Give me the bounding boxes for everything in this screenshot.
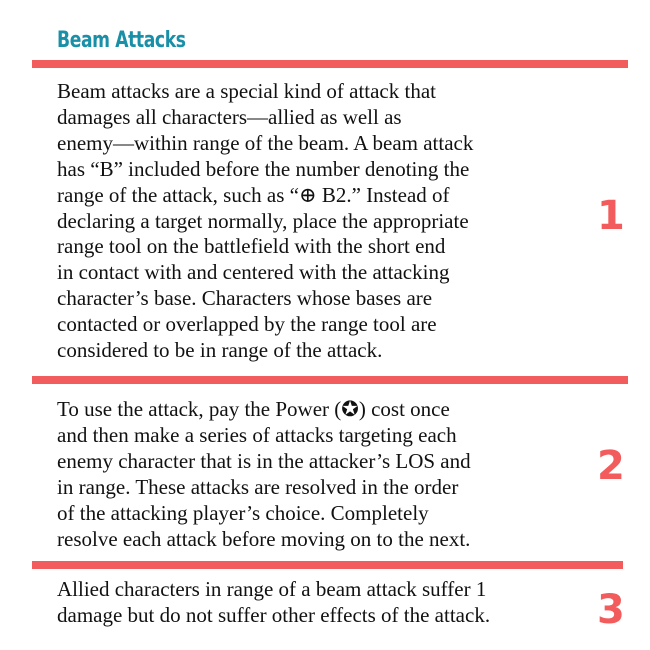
paragraph-line: in contact with and centered with the attacking	[57, 260, 450, 285]
paragraph-line: resolve each attack before moving on to the next.	[57, 526, 471, 551]
paragraph-line: Allied characters in range of a beam attack suffer 1	[57, 577, 487, 601]
paragraph-line: declaring a target normally, place the appropriate	[57, 208, 469, 233]
paragraph-line: range tool on the battlefield with the short end	[57, 234, 446, 259]
paragraph-line: considered to be in range of the attack.	[57, 338, 383, 363]
divider-middle	[32, 376, 628, 384]
paragraph-1	[57, 79, 577, 364]
section-number-3: 3	[597, 587, 625, 633]
divider-top	[32, 60, 628, 68]
section-number-2: 2	[597, 443, 625, 489]
paragraph-line: damages all characters—allied as well as	[57, 104, 402, 129]
section-heading: Beam Attacks	[57, 28, 186, 53]
paragraph-line: has “B” included before the number denoting the	[57, 156, 470, 181]
paragraph-line: enemy—within range of the beam. A beam attack	[57, 130, 474, 155]
paragraph-line: contacted or overlapped by the range tool are	[57, 312, 437, 337]
paragraph-line: To use the attack, pay the Power (✪) cost once	[57, 397, 450, 421]
paragraph-2	[57, 397, 577, 552]
paragraph-line: enemy character that is in the attacker’s LOS and	[57, 448, 471, 473]
paragraph-line: character’s base. Characters whose bases are	[57, 286, 433, 311]
paragraph-line: of the attacking player’s choice. Completely	[57, 500, 429, 525]
divider-bottom	[32, 561, 623, 569]
section-number-1: 1	[597, 193, 625, 239]
paragraph-line: and then make a series of attacks targeting each	[57, 422, 457, 447]
paragraph-line: range of the attack, such as “⊕ B2.” Instead of	[57, 182, 450, 207]
paragraph-line: in range. These attacks are resolved in the order	[57, 474, 459, 499]
paragraph-line: damage but do not suffer other effects of the attack.	[57, 602, 491, 627]
paragraph-3	[57, 577, 577, 629]
paragraph-line: Beam attacks are a special kind of attack that	[57, 79, 436, 103]
